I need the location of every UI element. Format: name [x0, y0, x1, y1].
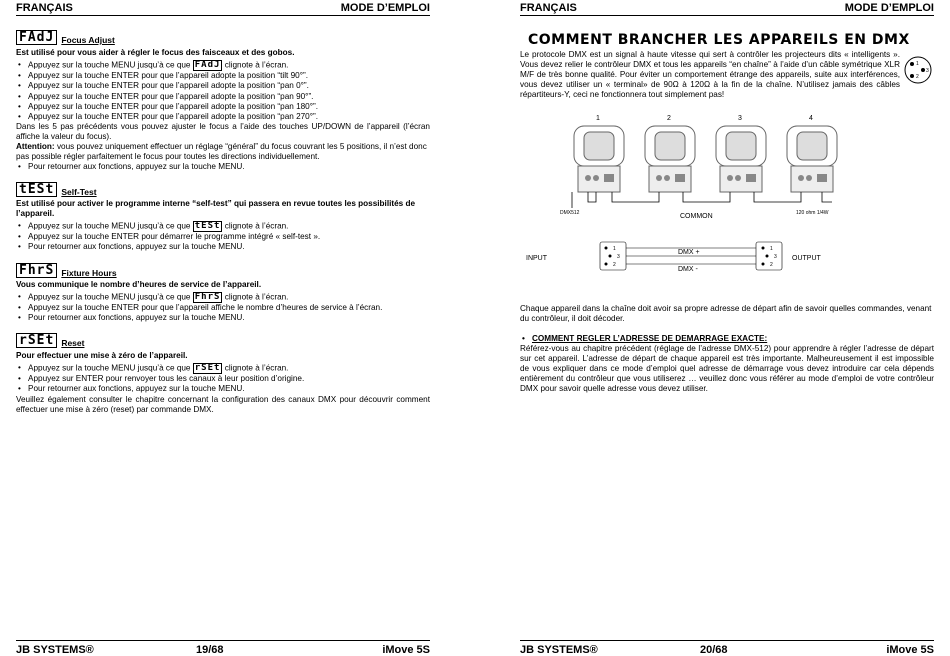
- list-item: • Appuyez sur la touche ENTER pour que l’appareil adopte la position “pan 270°”.: [16, 112, 430, 122]
- lcd-inline-fhrs: FhrS: [194, 292, 221, 302]
- page-header: [520, 2, 934, 16]
- header-language: FRANÇAIS: [520, 2, 577, 14]
- lcd-display-fadj: FAdJ: [16, 30, 57, 45]
- fixture-number: 1: [596, 115, 600, 122]
- pin-label: 3: [617, 254, 620, 260]
- pin-label: 2: [770, 262, 773, 268]
- list-item: • Appuyez sur la touche ENTER pour que l’appareil adopte la position “tilt 90°”.: [16, 71, 430, 81]
- attention-text: vous pouvez uniquement effectuer un réglage “général” du focus couvrant les 5 positions, il n’est donc pas possible régler parfaitement le focus pour toutes les directions individuellement.: [16, 142, 427, 161]
- lcd-display-fhrs: FhrS: [16, 263, 57, 278]
- focus-intro: Est utilisé pour vous aider à régler le focus des faisceaux et des gobos.: [16, 48, 295, 57]
- fixture-hours-heading: [16, 263, 117, 278]
- list-item: • Pour retourner aux fonctions, appuyez sur la touche MENU.: [16, 384, 430, 394]
- list-item: • Appuyez sur la touche MENU jusqu’à ce que FAdJ clignote à l’écran.: [16, 60, 430, 71]
- focus-attention: [16, 142, 430, 162]
- terminator-label: 120 ohm 1/4W: [796, 210, 829, 216]
- page-title: COMMENT BRANCHER LES APPAREILS EN DMX: [528, 32, 910, 48]
- fixture-3: [716, 115, 766, 192]
- start-address-body: Référez-vous au chapitre précédent (réglage de l’adresse DMX-512) pour apprendre à régler l’adresse de départ sur cet appareil. L’adresse de départ de chaque appareil est très importante. Malheureusement il est impossible de vous expliquer dans ce mode d’emploi quel adresse de démarrage vous devez introduire car cela dépends entièrement du contrôleur que vous utiliserez … veuillez donc vous référer au mode d’emploi de votre contrôleur DMX pour savoir quelle adresse vous devez utiliser.: [520, 344, 934, 393]
- footer-model: iMove 5S: [382, 644, 430, 656]
- header-mode: MODE D’EMPLOI: [340, 2, 430, 14]
- pin-label: 3: [774, 254, 777, 260]
- lcd-inline-rset: rSEt: [194, 363, 221, 373]
- output-label: OUTPUT: [792, 255, 821, 262]
- page-header: [16, 2, 430, 16]
- footer-rule: [16, 640, 430, 641]
- reset-steps: [16, 363, 430, 395]
- focus-adjust-title: Focus Adjust: [61, 35, 115, 45]
- common-label: COMMON: [680, 213, 713, 220]
- reset-intro: Pour effectuer une mise à zéro de l’appareil.: [16, 351, 188, 360]
- list-item: • Pour retourner aux fonctions, appuyez sur la touche MENU.: [16, 313, 430, 323]
- fixture-number: 4: [809, 115, 813, 122]
- self-test-intro: Est utilisé pour activer le programme interne “self-test” qui passera en revue toutes les possibilités de l’appareil.: [16, 199, 416, 218]
- dmx-minus-label: DMX -: [678, 266, 698, 273]
- dmx-cable: [612, 192, 659, 202]
- lcd-display-test: tESt: [16, 182, 57, 197]
- dmx-plus-label: DMX +: [678, 249, 700, 256]
- reset-heading: [16, 333, 84, 348]
- footer-brand: JB SYSTEMS®: [520, 644, 598, 656]
- pin-label: 1: [916, 61, 919, 67]
- fixture-2: [645, 115, 695, 192]
- self-test-steps: [16, 221, 430, 253]
- list-item: • Pour retourner aux fonctions, appuyez sur la touche MENU.: [16, 242, 430, 252]
- list-item: • Appuyez sur la touche ENTER pour que l’appareil adopte la position “pan 180°”.: [16, 102, 430, 112]
- pin-label: 2: [916, 74, 919, 80]
- start-address-note: Chaque appareil dans la chaîne doit avoir sa propre adresse de départ afin de savoir quelles commandes, venant du contrôleur, il doit décoder.: [520, 304, 932, 323]
- dmx-cable: [754, 192, 801, 202]
- reset-title: Reset: [61, 338, 85, 348]
- left-page: [16, 0, 430, 654]
- pin-label: 2: [613, 262, 616, 268]
- dmx-intro: Le protocole DMX est un signal à haute vitesse qui sert à contrôler les projecteurs dits « intelligents ». Vous devez relier le contrôleur DMX et tous les appareils “en chaîne” à l’aide d’un câble symétrique XLR M/F de très bonne qualité. Pour éviter un comportement étrange des appareils, suite aux interférences, vous devez utiliser un « terminal» de 90Ω à 120Ω à la fin de la chaîne. N’utilisez jamais des câbles répartiteurs-Y, ceci ne fonctionnera tout simplement pas!: [520, 50, 900, 99]
- list-item: • Appuyez sur la touche ENTER pour démarrer le programme intégré « self-test ».: [16, 232, 430, 242]
- fixture-hours-intro: Vous communique le nombre d’heures de service de l’appareil.: [16, 280, 262, 289]
- footer-brand: JB SYSTEMS®: [16, 644, 94, 656]
- list-item: • Appuyez sur la touche MENU jusqu’à ce que tESt clignote à l’écran.: [16, 221, 430, 232]
- xlr-connector-icon: [902, 54, 934, 86]
- focus-adjust-heading: [16, 30, 115, 45]
- dmx-cable: [683, 192, 730, 202]
- page-footer: [520, 644, 934, 656]
- header-rule: [520, 15, 934, 16]
- header-mode: MODE D’EMPLOI: [844, 2, 934, 14]
- fixture-hours-title: Fixture Hours: [61, 268, 117, 278]
- list-item: • Appuyez sur la touche ENTER pour que l’appareil adopte la position “pan 0°”.: [16, 81, 430, 91]
- attention-label: Attention:: [16, 142, 55, 151]
- dmx-wiring-diagram: [526, 110, 880, 280]
- footer-page-number: 20/68: [700, 644, 728, 656]
- header-language: FRANÇAIS: [16, 2, 73, 14]
- pin-label: 3: [926, 68, 929, 74]
- lcd-inline-fadj: FAdJ: [194, 60, 221, 70]
- list-item: • Appuyez sur la touche MENU jusqu’à ce que rSEt clignote à l’écran.: [16, 363, 430, 374]
- fixture-number: 2: [667, 115, 671, 122]
- footer-rule: [520, 640, 934, 641]
- reset-note: Veuillez également consulter le chapitre concernant la configuration des canaux DMX pour découvrir comment effectuer une mise à zéro (reset) par commande DMX.: [16, 395, 430, 414]
- sub-heading-text: • COMMENT REGLER L’ADRESSE DE DEMARRAGE EXACTE:: [520, 334, 934, 344]
- lcd-inline-test: tESt: [194, 221, 221, 231]
- page-footer: [16, 644, 430, 656]
- dmx512-label: DMX512: [560, 210, 580, 216]
- pin-label: 1: [613, 246, 616, 252]
- footer-model: iMove 5S: [886, 644, 934, 656]
- fixture-number: 3: [738, 115, 742, 122]
- header-rule: [16, 15, 430, 16]
- sub-heading: [520, 334, 934, 344]
- self-test-title: Self-Test: [61, 187, 97, 197]
- lcd-display-rset: rSEt: [16, 333, 57, 348]
- list-item: • Appuyez sur la touche MENU jusqu’à ce que FhrS clignote à l’écran.: [16, 292, 430, 303]
- list-item: • Appuyez sur ENTER pour renvoyer tous les canaux à leur position d’origine.: [16, 374, 430, 384]
- focus-return: [16, 162, 430, 172]
- list-item: • Appuyez sur la touche ENTER pour que l’appareil affiche le nombre d’heures de service à l’écran.: [16, 303, 430, 313]
- right-page: [520, 0, 934, 654]
- fixture-4: [787, 115, 837, 192]
- input-label: INPUT: [526, 255, 547, 262]
- focus-note: Dans les 5 pas précédents vous pouvez ajuster le focus a l’aide des touches UP/DOWN de l’appareil (l’écran affiche la valeur du focus).: [16, 122, 430, 141]
- list-item: • Appuyez sur la touche ENTER pour que l’appareil adopte la position “pan 90°”.: [16, 92, 430, 102]
- focus-steps: [16, 60, 430, 122]
- pin-label: 1: [770, 246, 773, 252]
- list-item: • Pour retourner aux fonctions, appuyez sur la touche MENU.: [16, 162, 430, 172]
- output-connector: [756, 242, 782, 270]
- fixture-1: [574, 115, 624, 192]
- footer-page-number: 19/68: [196, 644, 224, 656]
- fixture-hours-steps: [16, 292, 430, 324]
- self-test-heading: [16, 182, 97, 197]
